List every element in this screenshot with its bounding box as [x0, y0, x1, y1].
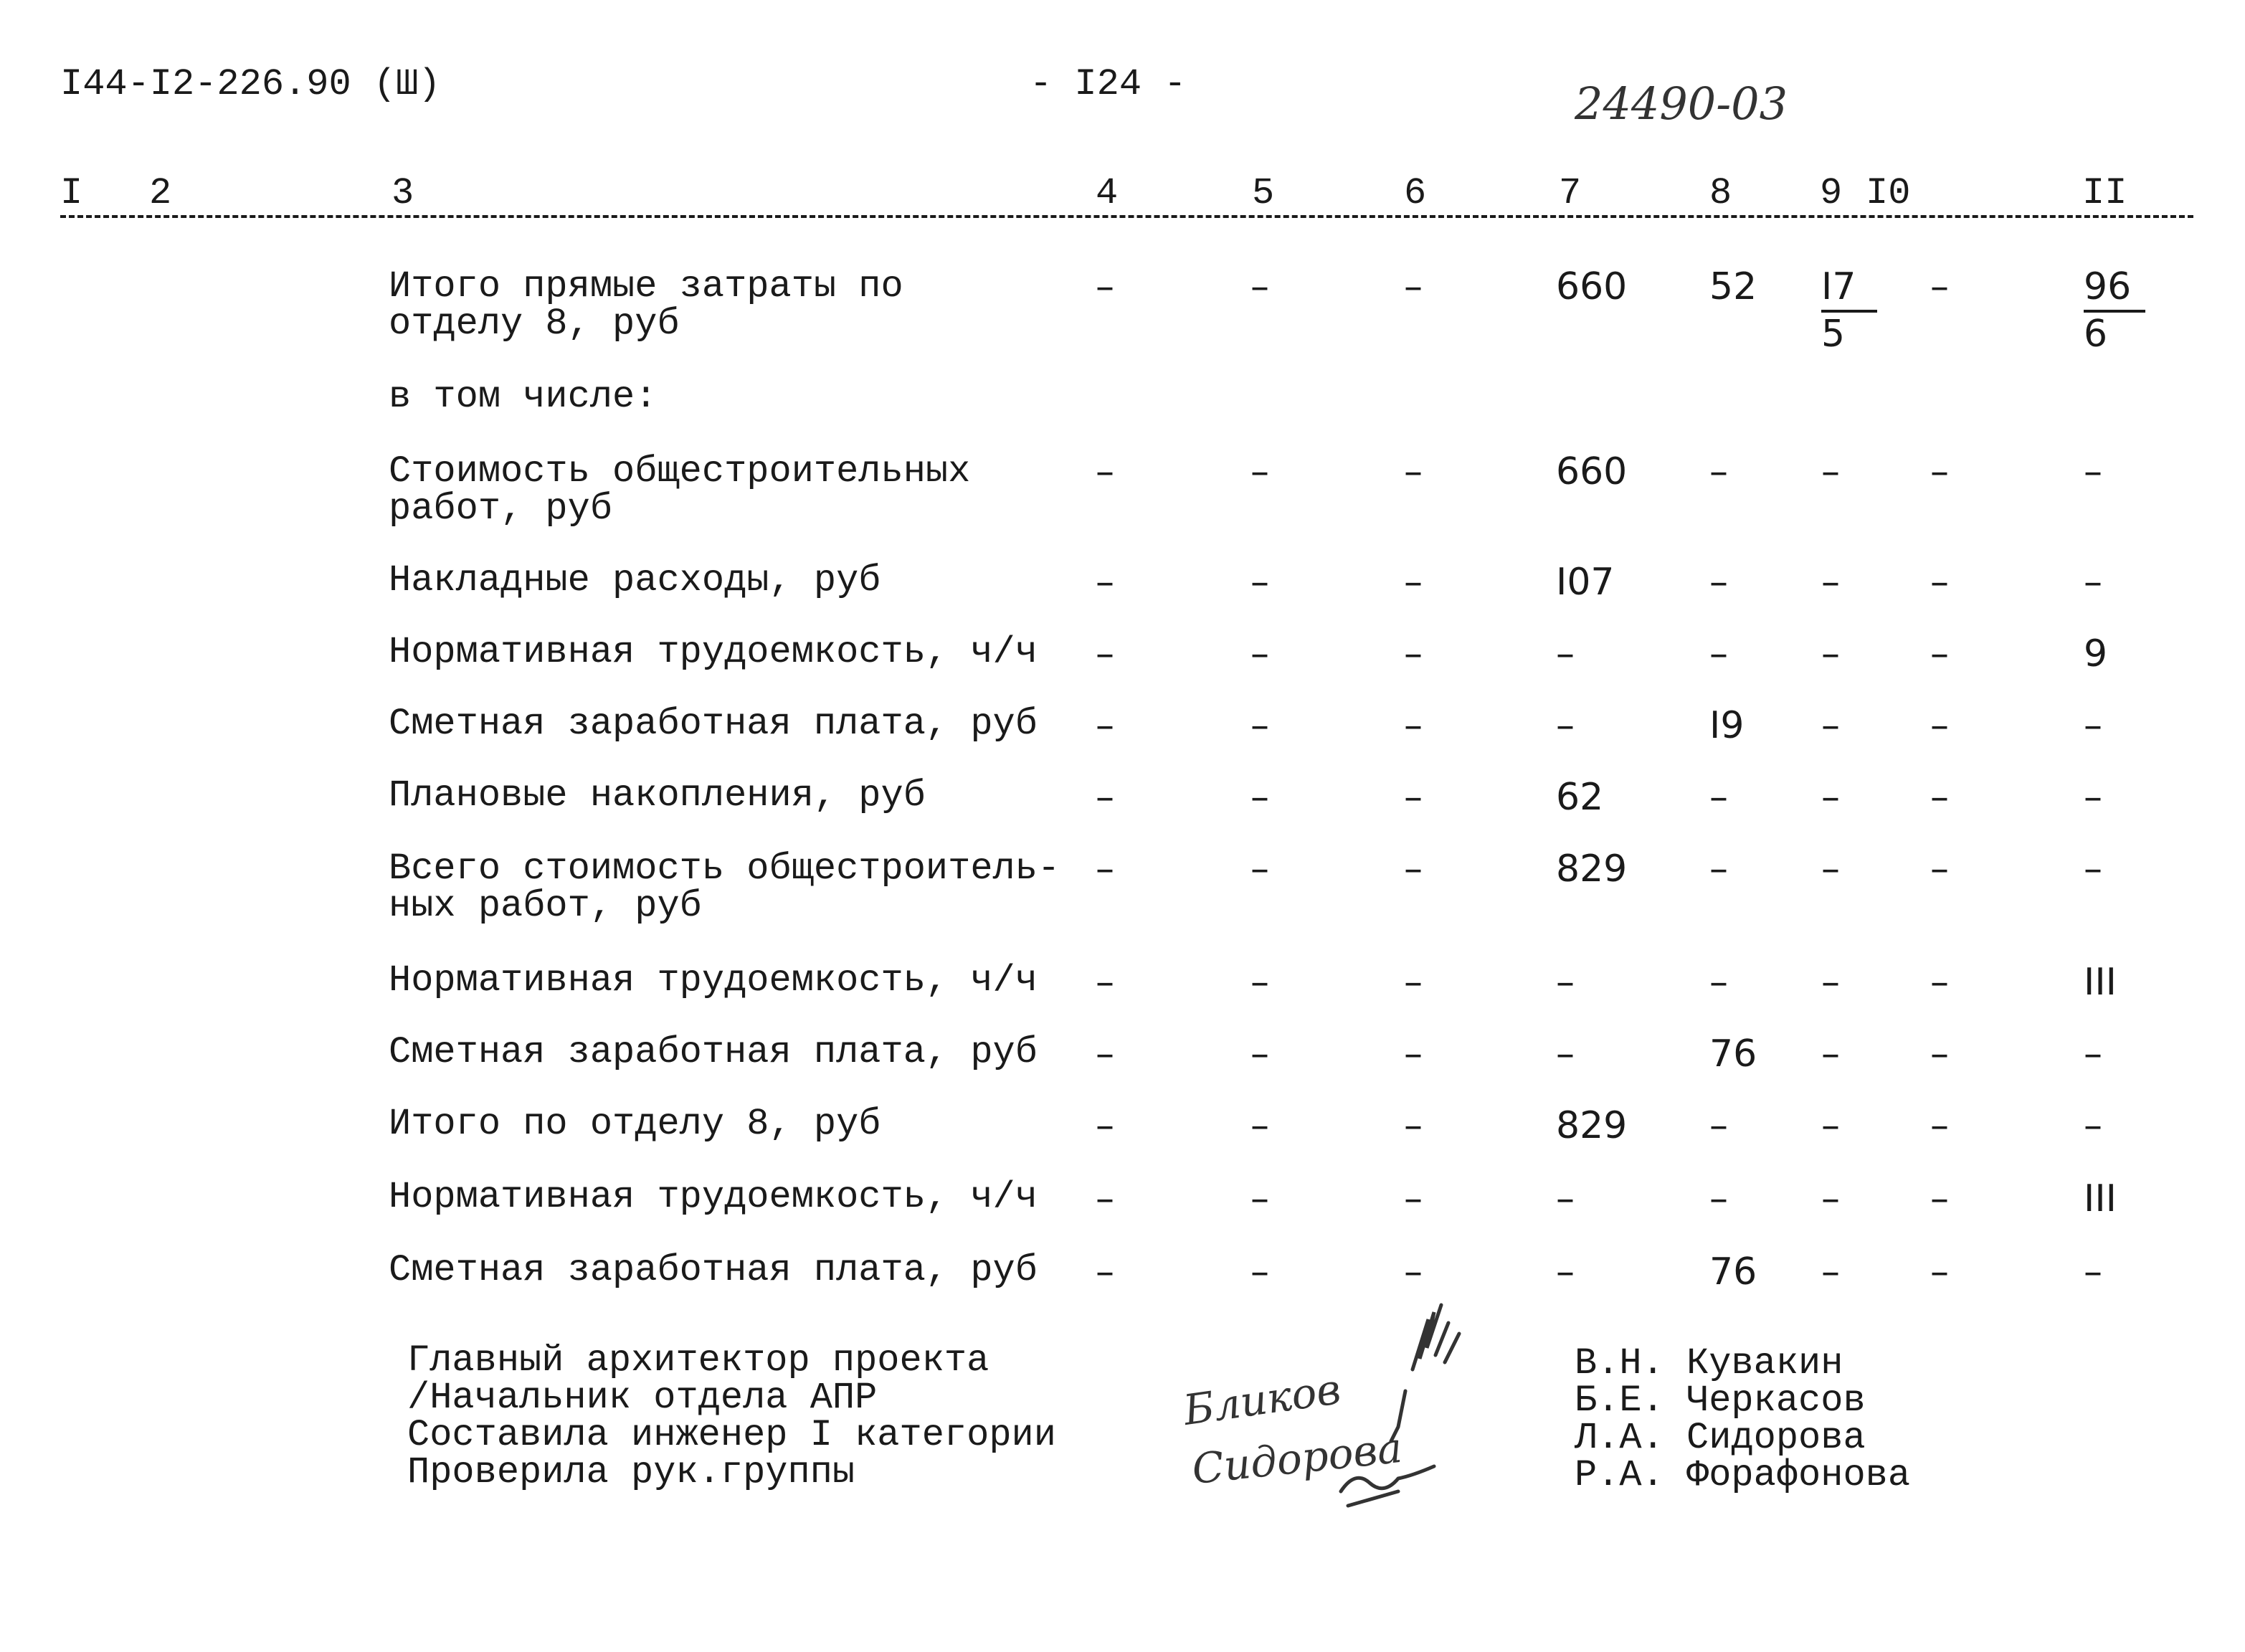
cell-value: – [1096, 1032, 1114, 1076]
cell-value: – [1556, 1177, 1575, 1220]
cell-value: – [1250, 1250, 1269, 1293]
cell-value: – [1096, 450, 1114, 493]
cell-value: III [2084, 1177, 2117, 1220]
cell-value: – [1404, 1177, 1423, 1220]
cell-value: – [1250, 1177, 1269, 1220]
cell-value: – [1250, 1032, 1269, 1076]
cell-value: – [1250, 561, 1269, 604]
cell-value: – [1556, 961, 1575, 1004]
cell-value: – [1404, 848, 1423, 891]
cell-value: – [1709, 1177, 1728, 1220]
cell-value: – [1250, 961, 1269, 1004]
row-label: Плановые накопления, руб [389, 774, 926, 817]
cell-value: – [1096, 961, 1114, 1004]
cell-value: – [1930, 1104, 1949, 1147]
cell-value: – [1821, 632, 1840, 675]
cell-value: III [2084, 961, 2117, 1004]
cell-value: I9 [1709, 704, 1745, 747]
cell-value: 96 6 [2084, 265, 2145, 356]
cell-value: – [1930, 265, 1949, 308]
row-label: Итого прямые затраты по отделу 8, руб [389, 265, 903, 345]
cell-value: – [1404, 561, 1423, 604]
row-label: Сметная заработная плата, руб [389, 1031, 1038, 1073]
cell-value: – [1404, 704, 1423, 747]
cell-value: – [1404, 450, 1423, 493]
cell-value: – [1930, 1177, 1949, 1220]
role-chief-architect: Главный архитектор проекта [407, 1339, 989, 1382]
cell-value: – [1930, 776, 1949, 819]
role-group-leader: Проверила рук.группы [407, 1451, 855, 1494]
signature-scribble-icon [1176, 1291, 1463, 1520]
cell-value: – [1250, 632, 1269, 675]
signature-names [1575, 1342, 1911, 1496]
cell-value: 829 [1556, 848, 1628, 891]
cell-value: – [1709, 561, 1728, 604]
cell-value: – [2084, 704, 2102, 747]
cell-value: – [1709, 776, 1728, 819]
cell-value: – [1404, 961, 1423, 1004]
cell-value: – [1821, 776, 1840, 819]
cell-value: – [1709, 1104, 1728, 1147]
cell-value: I07 [1556, 561, 1615, 604]
cell-value: – [1930, 561, 1949, 604]
cell-value: – [1821, 1250, 1840, 1293]
cell-value: – [1096, 704, 1114, 747]
cell-value: – [1250, 704, 1269, 747]
role-head-of-department: /Начальник отдела АПР [407, 1377, 878, 1419]
cell-value: – [2084, 1104, 2102, 1147]
cell-value: – [1821, 1032, 1840, 1076]
cell-value: – [1709, 632, 1728, 675]
cell-value: – [1930, 848, 1949, 891]
cell-value: – [1096, 776, 1114, 819]
name-sidorova: Л.А. Сидорова [1575, 1417, 1866, 1459]
cell-value: – [1821, 561, 1840, 604]
cell-value: 660 [1556, 450, 1628, 493]
cell-value: – [1821, 1104, 1840, 1147]
cell-value: 660 [1556, 265, 1628, 308]
cell-value: – [1096, 1250, 1114, 1293]
cell-value: – [1404, 1104, 1423, 1147]
column-header-6: 6 [1404, 172, 1427, 214]
cell-value: – [1250, 776, 1269, 819]
row-label: Сметная заработная плата, руб [389, 703, 1038, 745]
column-header-7: 7 [1559, 172, 1582, 214]
cell-value: I7 5 [1821, 265, 1877, 356]
column-header-3: 3 [391, 172, 414, 214]
page-number: - I24 - [1030, 63, 1187, 105]
cell-value: – [1930, 1032, 1949, 1076]
cell-value: 52 [1709, 265, 1757, 308]
cell-value: – [1556, 632, 1575, 675]
cell-value: – [1709, 450, 1728, 493]
document-code: I44-I2-226.90 (Ш) [60, 63, 441, 105]
cell-value: – [2084, 848, 2102, 891]
cell-value: – [2084, 1032, 2102, 1076]
row-label: Накладные расходы, руб [389, 559, 881, 602]
row-label: Сметная заработная плата, руб [389, 1249, 1038, 1291]
cell-value: – [1821, 848, 1840, 891]
cell-value: – [1930, 632, 1949, 675]
header-divider [60, 215, 2193, 218]
name-forafonova: Р.А. Форафонова [1575, 1454, 1911, 1496]
cell-value: – [1404, 1250, 1423, 1293]
cell-value: – [1404, 265, 1423, 308]
column-header-5: 5 [1252, 172, 1275, 214]
cell-value: – [1250, 1104, 1269, 1147]
cell-value: 76 [1709, 1032, 1757, 1076]
cell-value: – [1404, 632, 1423, 675]
cell-value: – [1250, 265, 1269, 308]
column-header-4: 4 [1096, 172, 1119, 214]
row-label: Стоимость общестроительных работ, руб [389, 450, 971, 530]
row-label: Нормативная трудоемкость, ч/ч [389, 959, 1038, 1002]
cell-value: – [1821, 450, 1840, 493]
cell-value: – [1930, 1250, 1949, 1293]
cell-value: – [1096, 632, 1114, 675]
cell-value: – [1556, 1032, 1575, 1076]
cell-value: – [1930, 704, 1949, 747]
cell-value: – [1250, 450, 1269, 493]
cell-value: – [1821, 704, 1840, 747]
cell-value: – [1096, 848, 1114, 891]
signature-handwritten-2: Сидорова [1190, 1423, 1405, 1494]
cell-value: 829 [1556, 1104, 1628, 1147]
cell-value: – [2084, 450, 2102, 493]
column-header-8: 8 [1709, 172, 1732, 214]
cell-value: 9 [2084, 632, 2108, 675]
cell-value: – [1930, 961, 1949, 1004]
cell-value: – [2084, 1250, 2102, 1293]
cell-value: – [1821, 961, 1840, 1004]
signature-handwritten-1: Бликов [1180, 1364, 1344, 1435]
cell-value: – [1096, 265, 1114, 308]
name-cherkasov: Б.Е. Черкасов [1575, 1380, 1866, 1422]
signature-roles [407, 1339, 1056, 1494]
cell-value: – [1404, 776, 1423, 819]
column-header-9: 9 [1820, 172, 1843, 214]
column-header-1: I [60, 172, 83, 214]
cell-value: – [1096, 1104, 1114, 1147]
cell-value: – [1709, 848, 1728, 891]
cell-value: – [2084, 561, 2102, 604]
row-label: Нормативная трудоемкость, ч/ч [389, 1176, 1038, 1218]
row-label: Нормативная трудоемкость, ч/ч [389, 631, 1038, 673]
cell-value: – [1096, 1177, 1114, 1220]
cell-value: – [1930, 450, 1949, 493]
column-header-10: I0 [1866, 172, 1911, 214]
name-kuvakin: В.Н. Кувакин [1575, 1342, 1843, 1385]
cell-value: – [2084, 776, 2102, 819]
cell-value: – [1250, 848, 1269, 891]
role-engineer: Составила инженер I категории [407, 1414, 1056, 1456]
cell-value: – [1821, 1177, 1840, 1220]
column-header-11: II [2082, 172, 2127, 214]
cell-value: – [1404, 1032, 1423, 1076]
cell-value: – [1556, 1250, 1575, 1293]
cell-value: – [1709, 961, 1728, 1004]
column-header-2: 2 [149, 172, 172, 214]
row-label: Всего стоимость общестроитель- ных работ, руб [389, 848, 1060, 927]
row-label: в том числе: [389, 376, 658, 418]
cell-value: 76 [1709, 1250, 1757, 1293]
cell-value: 62 [1556, 776, 1604, 819]
handwritten-number: 24490-03 [1575, 77, 1788, 130]
cell-value: – [1096, 561, 1114, 604]
row-label: Итого по отделу 8, руб [389, 1103, 881, 1145]
cell-value: – [1556, 704, 1575, 747]
